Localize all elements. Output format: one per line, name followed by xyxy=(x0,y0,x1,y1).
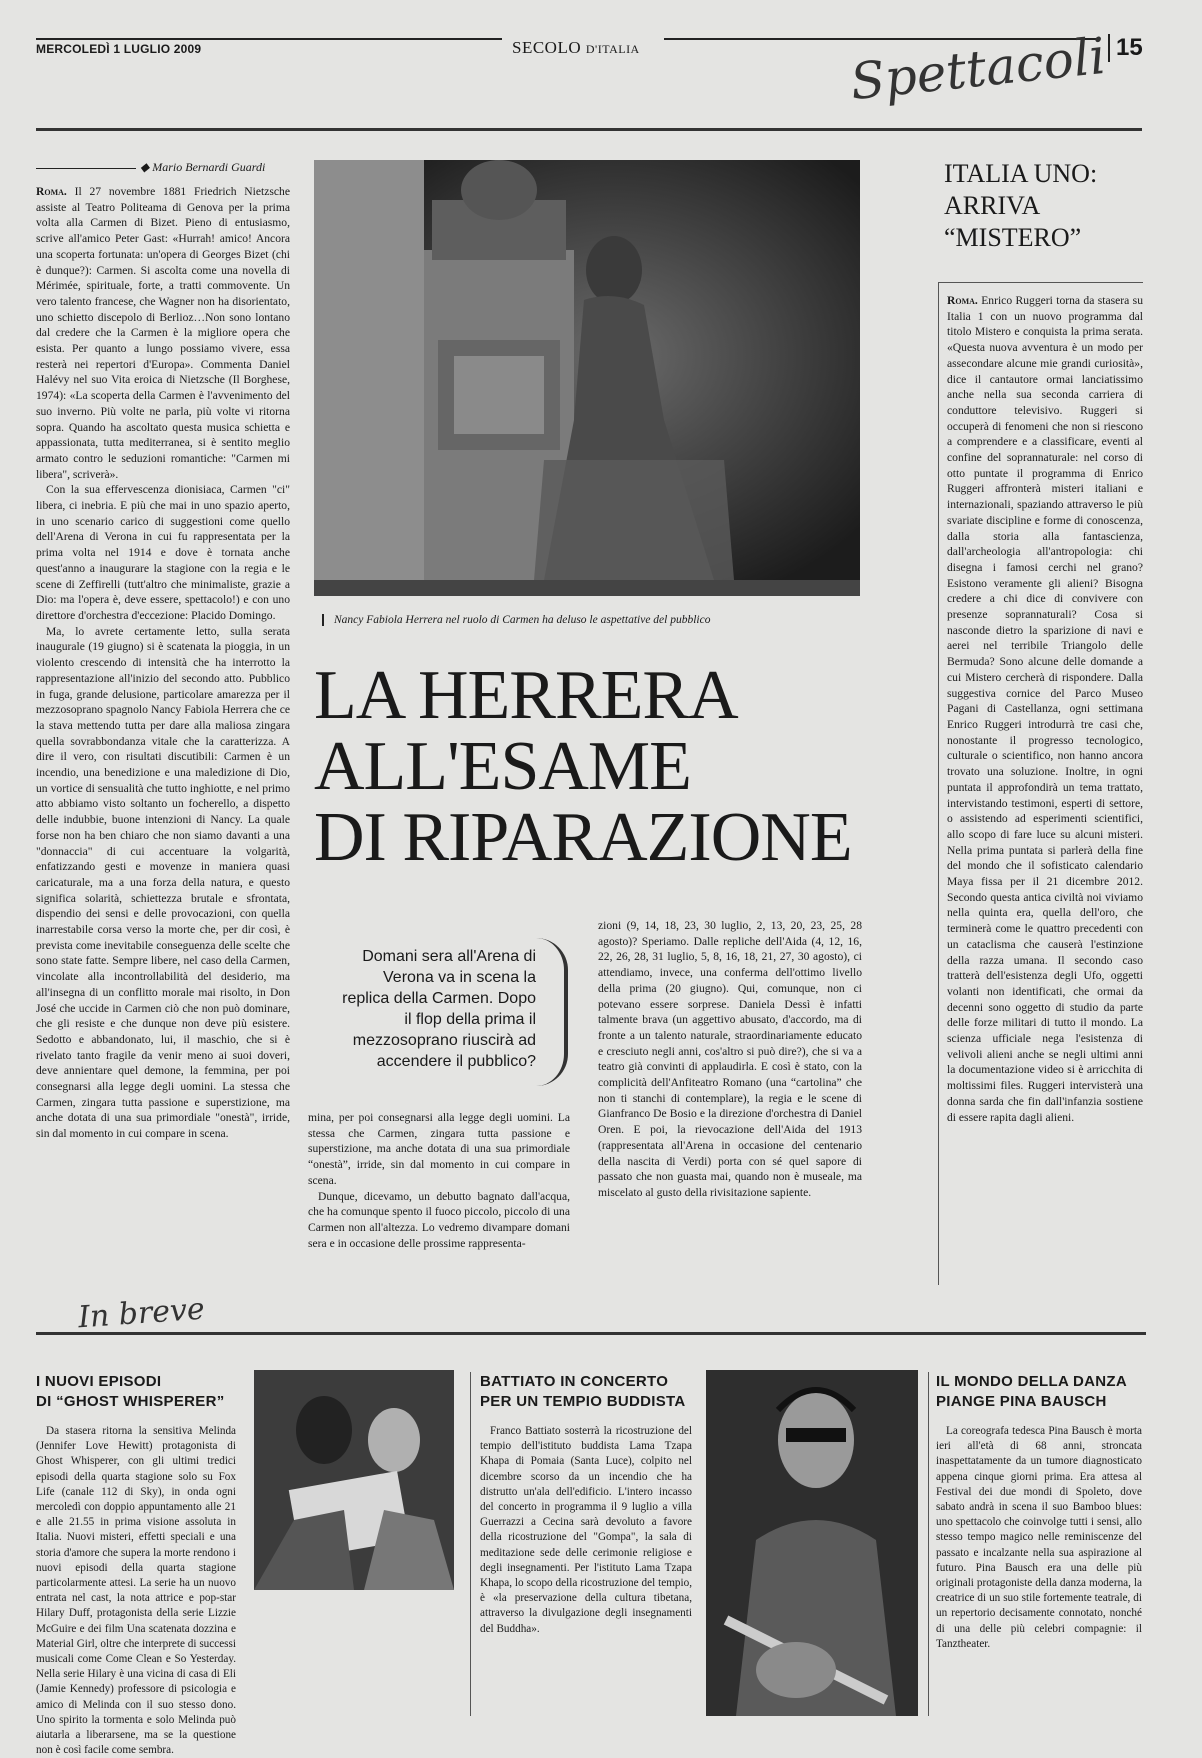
article-paragraph: Ma, lo avrete certamente letto, sulla serata inaugurale (19 giugno) si è scatenata la pioggia, in un violento crescendo di intensità che ha interrotto la rappresentazione all'inizio del secondo atto. Pubblico in fuga, grande delusione, particolare amarezza per il mezzosoprano spagnolo Nancy Fabiola Herrera che ce la stava mettendo tutta per dare alla maliosa zingara quella sovrabbondanza vitale che la caratterizza. A dire il vero, con risultati discutibili: Carmen è un incendio, una benedizione e una maledizione di Dio, un vortice di sensualità che tutto inghiotte, e nel primo atto abbiamo visto soltanto un focherello, a dispetto delle indubbie, buone intenzioni di Nancy. La quale forse non ha ben chiaro che non siamo davanti a una "donnaccia" di cui accentuare la volgarità, enfatizzando gesti e movenze in maniera quasi caricaturale, ma a una forza della natura, e questo significa solarità, schiettezza brutale e sfrontata, dispendio dei sensi e delle provocazioni, con quella inarrestabile corsa verso la morte che, per dir così, è prevista come inevitabile conseguenza delle scelte che sono state fatte. Sempre libere, nel caso della Carmen, vincolate alla incontrollabilità del desiderio, ma all'insegna di un conflitto morale mai risolto, in Don José che uccide in Carmen ciò che non può dominare, che gli resiste e che dunque non deve più esistere. Sedotto e abbandonato, lui, il maschio, che si è rivelato tanto fragile da venir meno ai suoi doveri, deve annientare quel demone, la femmina, per poi consegnarsi alla legge degli uomini. La stessa che Carmen, zingara tutta passione e superstizione, ma anche dotata di una sua primordiale "onestà", irride, sin dal momento in cui compare in scena. xyxy=(36,624,290,1141)
headline-line-1: LA HERRERA xyxy=(314,657,738,734)
article-dateline: Roma. xyxy=(36,185,67,198)
newspaper-name xyxy=(512,38,640,58)
brief-body-battiato xyxy=(480,1424,692,1716)
brief-heading-line: PIANGE PINA BAUSCH xyxy=(936,1393,1107,1410)
brief-heading-ghost-whisperer xyxy=(36,1372,236,1412)
brief-body-ghost-whisperer xyxy=(36,1424,236,1757)
photo-caption: Nancy Fabiola Herrera nel ruolo di Carmen ha deluso le aspettative del pubblico xyxy=(322,614,894,626)
brief-heading-line: IL MONDO DELLA DANZA xyxy=(936,1373,1127,1390)
sidebar-paragraph xyxy=(947,293,1143,1125)
newspaper-name-main: SECOLO xyxy=(512,38,582,57)
sidebar-title xyxy=(944,158,1144,254)
headline-line-3: DI RIPARAZIONE xyxy=(314,799,852,876)
sidebar-text: Enrico Ruggeri torna da stasera su Italia 1 con un nuovo programma dal titolo Mistero e conquista la prima serata. «Questa nuova avventura è un modo per assecondare alcune mie grandi curiosità», dice il cantautore ormai lanciatissimo anche nella sua seconda carriera di conduttore televisivo. Ruggeri si occuperà di fenomeni che non si riescono a comprendere e a classificare, eventi al confine del soprannaturale: nel corso di otto puntate il programma di Enrico Ruggeri affronterà misteri italiani e internazionali, spaziando attraverso le più svariate discipline e forme di conoscenza, dalla storia alla fantascienza, dall'archeologia all'antropologia: chi disegna i famosi cerchi nel grano? Esistono veramente gli alieni? Bisogna credere a chi dice di convivere con presenze soprannaturali? Cosa si nasconde dietro la sparizione di navi e aerei nel terribile Triangolo delle Bermuda? Sono alcune delle domande a cui Mistero cercherà di rispondere. Dalla suggestiva cornice del Parco Museo Pagani di Castellanza, ogni settimana Enrico Ruggeri introdurrà tre casi che, nonostante il progresso tecnologico, culturale o scientifico, non hanno ancora trovato una soluzione. Inoltre, in ogni puntata il approfondirà un tema trattato, intervistando testimoni, esperti di settore, o assistendo ad esperimenti scientifici, allo scopo di fare luce su alcuni misteri. Nella prima puntata si parlerà della fine del mondo che il sofisticato calendario Maya fissa per il 21 dicembre 2012. Secondo questa antica civiltà noi viviamo nella quinta era, quella dell'oro, che terminerà come le quattro precedenti con un cataclisma che causerà l'estinzione della razza umana. Il secondo caso tratterà dell'esistenza degli Ufo, oggetti volanti non identificati, che ormai da decenni sono oggetto di studio da parte delle forze militari di tutto il mondo. La scienza ufficiale nega l'esistenza di velivoli alieni anche se negli ultimi anni la documentazione video si è arricchita di moltissimi files. Ruggeri intervisterà una donna sarda che fin dall'infanzia sostiene di essere rapita dagli alieni. xyxy=(947,294,1143,1124)
article-text: mina, per poi consegnarsi alla legge degli uomini. La stessa che Carmen, zingara tutta passione e superstizione, ma anche dotata di una sua primordiale “onestà”, irride, sin dal momento in cui compare in scena. xyxy=(308,1111,570,1187)
headline-line-2: ALL'ESAME xyxy=(314,728,691,805)
brief-text: La coreografa tedesca Pina Bausch è morta ieri all'età di 68 anni, stroncata inaspettatamente da un tumore diagnosticato appena cinque giorni prima. Era attesa al Festival dei due mondi di Spoleto, dove sabato andrà in scena il suo Bamboo blues: uno spettacolo che coinvolge tutti i sensi, allo stesso tempo magico nelle reminiscenze del passato e incalzante nella sua aspirazione al futuro. Pina Bausch era una delle più originali protagoniste della danza moderna, la creatrice di un suo stile fortemente teatrale, di un repertorio decisamente connotato, nonché di una delle più celebri compagnie: il Tanztheater. xyxy=(936,1425,1142,1650)
article-paragraph: Con la sua effervescenza dionisiaca, Carmen "ci" libera, ci inebria. E più che mai in uno spazio aperto, in uno scenario carico di suggestioni come quello dell'Arena di Verona in cui fu rappresentata per la prima volta nel 1914 e dove è tornata anche quest'anno a inaugurare la stagione con la regia e le scene di Zeffirelli (tutt'altro che minimaliste, grazie a Dio: ma l'opera è, deve essere, spettacolo!) e con uno direttore d'orchestra d'eccezione: Placido Domingo. xyxy=(36,483,290,622)
article-column-3 xyxy=(598,918,862,1274)
byline: ◆ Mario Bernardi Guardi xyxy=(36,160,290,175)
newspaper-name-sub: D'ITALIA xyxy=(585,42,640,56)
main-headline xyxy=(314,657,874,876)
sidebar-title-line: ARRIVA xyxy=(944,191,1041,220)
page-number: 15 xyxy=(1108,34,1143,62)
sidebar-title-line: ITALIA UNO: xyxy=(944,159,1098,188)
brief-heading-line: BATTIATO IN CONCERTO xyxy=(480,1373,669,1390)
brief-heading-line: PER UN TEMPIO BUDDISTA xyxy=(480,1393,686,1410)
carmen-photo xyxy=(314,160,860,596)
brief-divider xyxy=(928,1372,929,1716)
brief-heading-pina-bausch xyxy=(936,1372,1146,1412)
brief-heading-battiato xyxy=(480,1372,690,1412)
header-rule-left xyxy=(36,38,502,40)
ghost-whisperer-photo xyxy=(254,1370,454,1590)
article-column-2 xyxy=(308,1110,570,1274)
issue-date: MERCOLEDÌ 1 LUGLIO 2009 xyxy=(36,42,202,56)
musician-guitar-image xyxy=(706,1370,918,1716)
section-title: Spettacoli xyxy=(847,26,1109,112)
brief-divider xyxy=(470,1372,471,1716)
header-bottom-rule xyxy=(36,128,1142,131)
article-column-1 xyxy=(36,184,290,1274)
article-text: Dunque, dicevamo, un debutto bagnato dall'acqua, che ha comunque spento il fuoco piccolo, piccolo di una Carmen non all'altezza. Lo vedremo divampare domani sera e in occasione delle prossime rappresenta- xyxy=(308,1189,570,1250)
sidebar-article xyxy=(938,282,1143,1285)
byline-author: Mario Bernardi Guardi xyxy=(152,160,266,174)
article-paragraph xyxy=(36,184,290,482)
actresses-image xyxy=(254,1370,454,1590)
brief-text: Franco Battiato sosterrà la ricostruzione del tempio dell'istituto buddista Lama Tzapa Khapa di Pomaia (Santa Luce), colpito nel dicembre scorso da un incendio che ha distrutto un'ala dell'edificio. L'intero incasso del concerto in programma il 9 luglio a villa Guerrazzi a Cecina sarà devoluto a favore della ricostruzione del "Gompa", la sala di meditazione sede delle cerimonie religiose e degli insegnamenti. Per l'istituto Lama Tzapa Khapa, lo scopo della ricostruzione del tempio, è «la preservazione della cultura tibetana, attraverso la divulgazione degli insegnamenti del Buddha». xyxy=(480,1425,692,1635)
article-text: Il 27 novembre 1881 Friedrich Nietzsche assiste al Teatro Politeama di Genova per la prima volta alla Carmen di Bizet. Pieno di entusiasmo, scrive all'amico Peter Gast: «Hurrah! amico! Ancora una scoperta fortunata: un'opera di Georges Bizet (chi è dunque?): Carmen. Si ascolta come una novella di Mérimée, spirituale, forte, a tratti commovente. Un vero talento francese, che Wagner non ha disorientato, uno schietto discepolo di Berlioz…Non sono lontano dal credere che la Carmen è la migliore opera che esista. Per quanto a lungo possiamo vivere, essa resterà nei repertori d'Europa». Commenta Daniel Halévy nel suo Vita eroica di Nietzsche (Il Borghese, 1974): «La scoperta della Carmen è l'avvenimento del suo inverno. Più volte ne parla, più volte vi ritorna sopra. Quando ha ascoltato questa musica schietta e appassionata, tutta mediterranea, si è sentito meglio armato contro le seduzioni romantiche: "Carmen mi libera", scriverà». xyxy=(36,185,290,481)
sidebar-title-line: “MISTERO” xyxy=(944,223,1082,252)
brief-text: Da stasera ritorna la sensitiva Melinda (Jennifer Love Hewitt) protagonista di Ghost Whisperer, con gli ultimi tredici episodi della quarta stagione solo su Fox Life (canale 112 di Sky), in onda ogni mercoledì con doppio appuntamento alle 21 e alle 21.55 in prima visione assoluta in Italia. Nuovi misteri, effetti speciali e una storia d'amore che supera la morte rendono i nuovi episodi della quarta stagione particolarmente attesi. La serie ha un nuovo entrata nel cast, la nota attrice e pop-star Hilary Duff, protagonista della serie Lizzie McGuire e dei film Una scatenata dozzina e Material Girl, oltre che interprete di successi musicali come Come Clean e So Yesterday. Nella serie Hilary è una vicina di casa di Eli (Jamie Kennedy) professore di psicologia e amico di Melinda con il suo stesso dono. Uno spirito la tormenta e solo Melinda può aiutarla a liberarsene, ma se la questione non è così facile come sembra. xyxy=(36,1425,236,1757)
brief-heading-line: DI “GHOST WHISPERER” xyxy=(36,1393,225,1410)
opera-stage-image xyxy=(314,160,860,596)
brief-body-pina-bausch xyxy=(936,1424,1142,1716)
brief-heading-line: I NUOVI EPISODI xyxy=(36,1373,162,1390)
article-subhead: Domani sera all'Arena di Verona va in scena la replica della Carmen. Dopo il flop della prima il mezzosoprano riuscirà ad accendere il pubblico? xyxy=(342,948,536,1070)
in-breve-title: In breve xyxy=(76,1291,206,1336)
subhead-bracket xyxy=(536,938,568,1086)
byline-rule xyxy=(36,168,136,169)
battiato-photo xyxy=(706,1370,918,1716)
in-breve-rule xyxy=(36,1332,1146,1335)
sidebar-dateline: Roma. xyxy=(947,294,978,307)
article-text: zioni (9, 14, 18, 23, 30 luglio, 2, 13, 20, 23, 25, 28 agosto)? Speriamo. Dalle repliche dell'Aida (4, 12, 16, 22, 26, 28, 31 luglio, 5, 8, 16, 18, 21, 27, 30 agosto), ci attendiamo, invece, una conferma dell'ottimo livello della prima (20 giugno). Qui, comunque, non ci potevano essere sorprese. Daniela Dessì è infatti talmente brava (un aggettivo abusato, d'accordo, ma di fronte a un talento naturale, straordinariamente educato e cresciuto negli anni, cos'altro si può dire?), che si va a teatro già convinti di applaudirla. E così è stato, con la complicità dell'Anfiteatro Romano (una “cartolina” che non ti stanchi di contemplare), la regia e le scene di Gianfranco De Bosio e la direzione d'orchestra di Daniel Oren. E poi, la rievocazione dell'Aida del 1913 (rappresentata all'Arena in occasione del centenario della nascita di Verdi) porta con sé quel sapore di passato che non guasta mai, quando non è museale, ma miscelato al gusto della rivisitazione sapiente. xyxy=(598,919,862,1199)
